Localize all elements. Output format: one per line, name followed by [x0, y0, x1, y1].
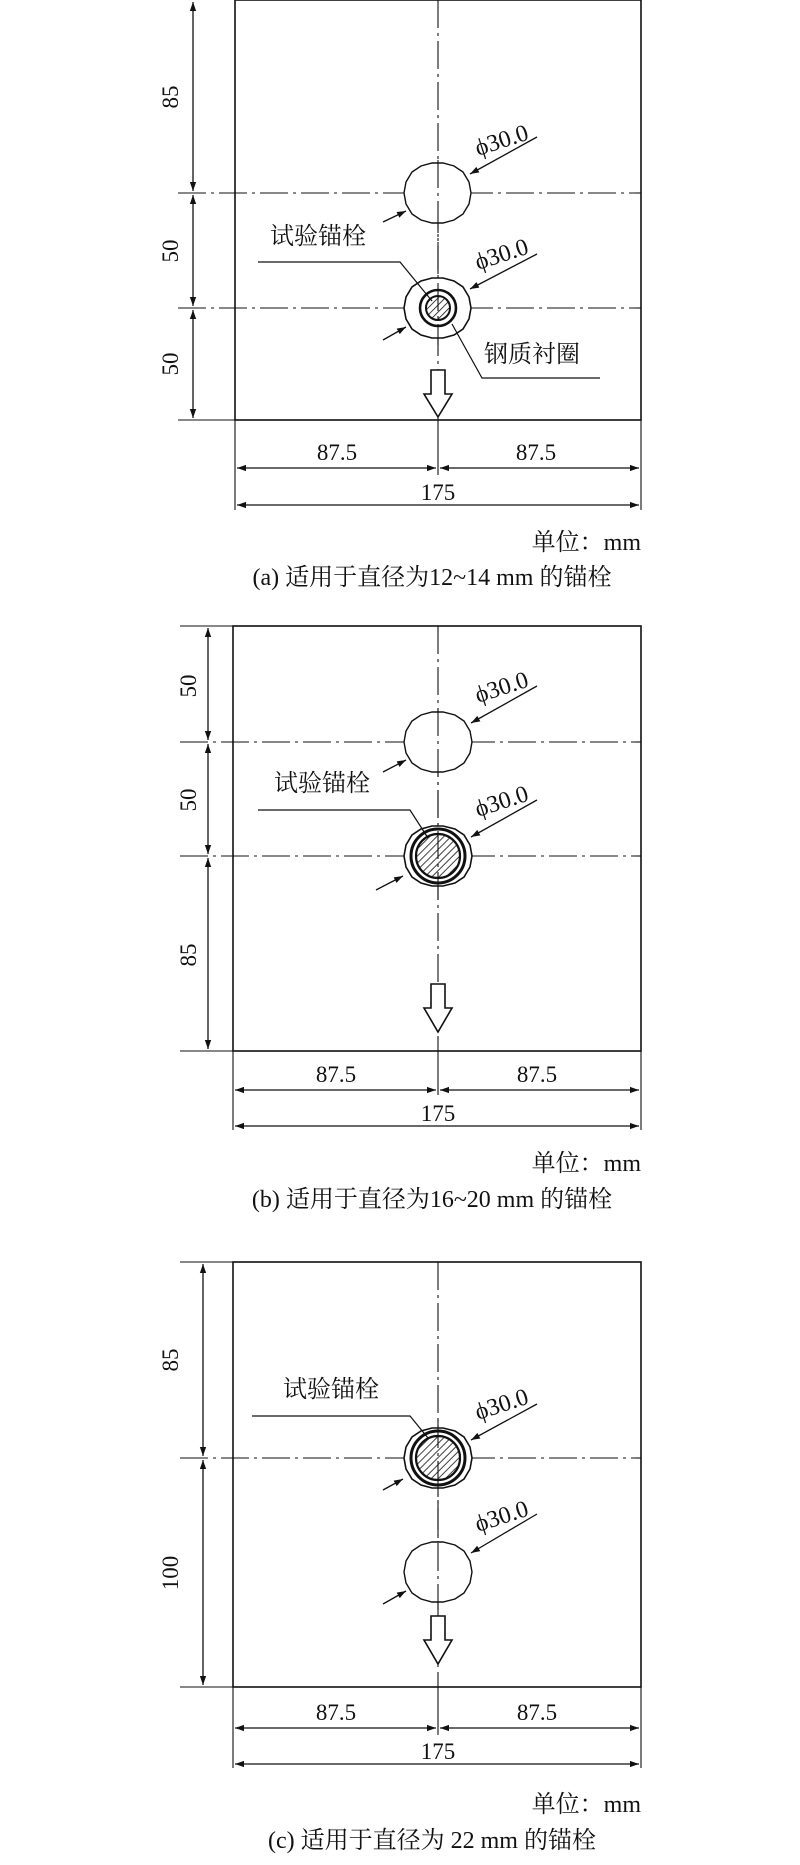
diameter-leader-line — [383, 327, 406, 340]
callout-leader — [252, 1416, 428, 1438]
hole-diameter-label: ϕ30.0 — [471, 781, 532, 823]
panel-caption: (a) 适用于直径为12~14 mm 的锚栓 — [252, 565, 612, 591]
panel-a — [158, 0, 641, 591]
hole-diameter-label: ϕ30.0 — [471, 667, 532, 709]
test-anchor-label: 试验锚栓 — [283, 1377, 379, 1403]
unit-label: 单位：mm — [531, 1151, 641, 1177]
panel-caption: (b) 适用于直径为16~20 mm 的锚栓 — [251, 1187, 613, 1213]
left-dimension-label: 50 — [176, 788, 201, 812]
bottom-dimension-label: 87.5 — [516, 1700, 558, 1725]
unit-label: 单位：mm — [531, 1792, 641, 1818]
panel-c — [158, 1262, 641, 1854]
left-dimension-label: 85 — [176, 943, 201, 967]
diameter-leader-line — [376, 876, 403, 890]
diameter-leader-line — [383, 211, 406, 222]
left-dimension-label: 85 — [158, 1348, 183, 1372]
diameter-leader-line — [383, 1479, 403, 1490]
load-direction-arrow-icon — [424, 1616, 452, 1664]
unit-label: 单位：mm — [531, 530, 641, 556]
left-dimension-label: 50 — [176, 674, 201, 698]
steel-lining-label: 钢质衬圈 — [484, 342, 580, 368]
left-dimension-label: 50 — [158, 352, 183, 376]
bottom-dimension-label: 87.5 — [515, 440, 557, 465]
bottom-dimension-label: 87.5 — [315, 1062, 357, 1087]
bottom-dimension-label: 87.5 — [315, 1700, 357, 1725]
load-direction-arrow-icon — [424, 984, 452, 1032]
diameter-leader-line — [383, 1591, 406, 1604]
bottom-dimension-label: 87.5 — [516, 1062, 558, 1087]
panel-caption: (c) 适用于直径为 22 mm 的锚栓 — [268, 1828, 596, 1854]
callout-leader — [258, 262, 432, 301]
hole-diameter-label: ϕ30.0 — [471, 120, 532, 162]
left-dimension-label: 100 — [158, 1555, 183, 1591]
bottom-dimension-label: 175 — [420, 1739, 456, 1764]
load-direction-arrow-icon — [424, 370, 452, 417]
hole-diameter-label: ϕ30.0 — [471, 1384, 532, 1426]
diameter-leader-line — [383, 760, 406, 772]
hole-diameter-label: ϕ30.0 — [471, 234, 532, 276]
bottom-dimension-label: 175 — [420, 480, 456, 505]
bottom-dimension-label: 175 — [420, 1101, 456, 1126]
panel-b — [176, 626, 641, 1213]
hole-diameter-label: ϕ30.0 — [471, 1496, 532, 1538]
left-dimension-label: 50 — [158, 239, 183, 263]
callout-leader — [258, 810, 428, 838]
test-anchor-label: 试验锚栓 — [274, 771, 370, 797]
bottom-dimension-label: 87.5 — [316, 440, 358, 465]
test-anchor-label: 试验锚栓 — [270, 224, 366, 250]
left-dimension-label: 85 — [158, 85, 183, 109]
